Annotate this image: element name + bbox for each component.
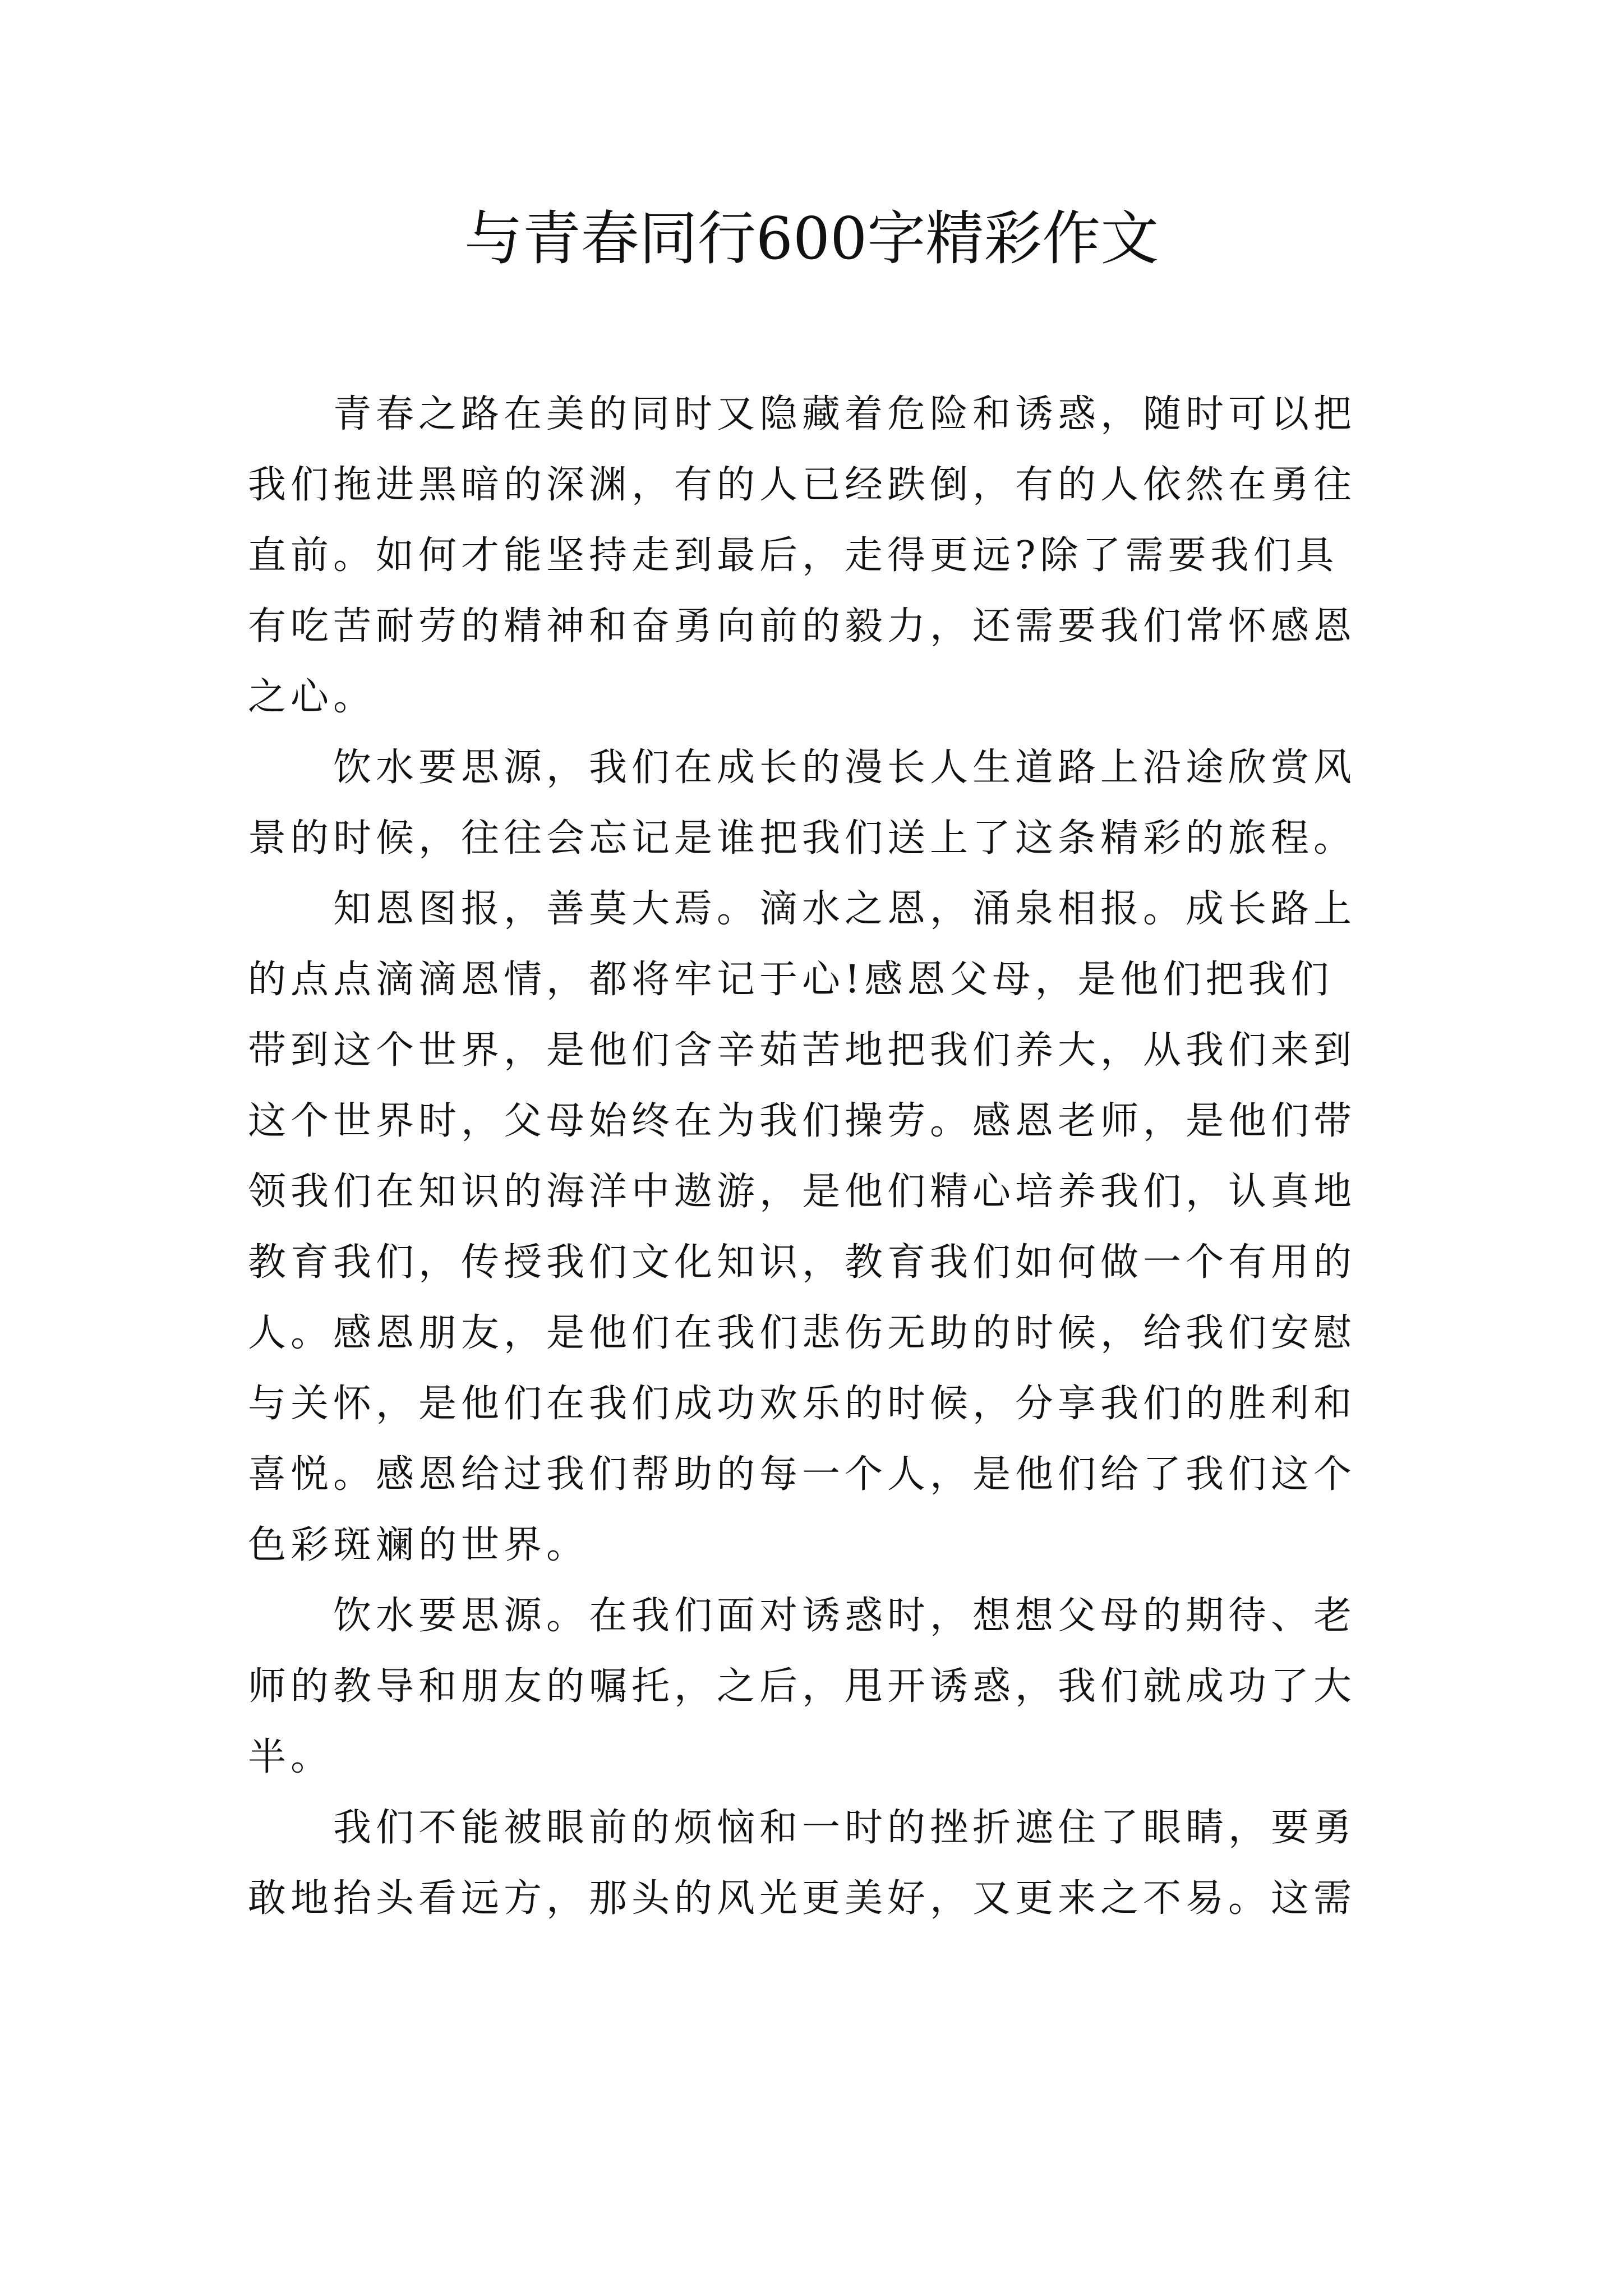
paragraph-line: 饮水要思源。在我们面对诱惑时，想想父母的期待、老 [333,1594,1357,1638]
paragraph-2 [248,733,1381,874]
paragraph-line: 这个世界时，父母始终在为我们操劳。感恩老师，是他们带 [248,1099,1357,1143]
paragraph-line: 的点点滴滴恩情，都将牢记于心!感恩父母，是他们把我们 [248,958,1334,1002]
paragraph-line: 喜悦。感恩给过我们帮助的每一个人，是他们给了我们这个 [248,1452,1357,1497]
paragraph-line: 青春之路在美的同时又隐藏着危险和诱惑，随时可以把 [333,392,1357,436]
paragraph-line: 与关怀，是他们在我们成功欢乐的时候，分享我们的胜利和 [248,1382,1357,1426]
paragraph-line: 领我们在知识的海洋中遨游，是他们精心培养我们，认真地 [248,1170,1357,1214]
paragraph-line: 直前。如何才能坚持走到最后，走得更远?除了需要我们具 [248,533,1339,578]
paragraph-line: 知恩图报，善莫大焉。滴水之恩，涌泉相报。成长路上 [333,887,1357,931]
paragraph-1 [248,379,1381,733]
paragraph-line: 之心。 [248,675,376,719]
paragraph-line: 教育我们，传授我们文化知识，教育我们如何做一个有用的 [248,1240,1357,1285]
paragraph-line: 有吃苦耐劳的精神和奋勇向前的毅力，还需要我们常怀感恩 [248,604,1357,648]
paragraph-line: 我们拖进黑暗的深渊，有的人已经跌倒，有的人依然在勇往 [248,463,1357,507]
paragraph-4 [248,1581,1381,1793]
paragraph-line: 景的时候，往往会忘记是谁把我们送上了这条精彩的旅程。 [248,816,1357,861]
paragraph-line: 敢地抬头看远方，那头的风光更美好，又更来之不易。这需 [248,1876,1357,1921]
paragraph-line: 色彩斑斓的世界。 [248,1523,589,1567]
paragraph-3 [248,874,1381,1581]
paragraph-line: 我们不能被眼前的烦恼和一时的挫折遮住了眼睛，要勇 [333,1806,1357,1850]
paragraph-line: 人。感恩朋友，是他们在我们悲伤无助的时候，给我们安慰 [248,1311,1357,1355]
paragraph-line: 带到这个世界，是他们含辛茹苦地把我们养大，从我们来到 [248,1028,1357,1073]
paragraph-line: 师的教导和朋友的嘱托，之后，甩开诱惑，我们就成功了大 [248,1664,1357,1709]
essay-body [248,379,1381,1934]
paragraph-line: 半。 [248,1735,334,1779]
paragraph-line: 饮水要思源，我们在成长的漫长人生道路上沿途欣赏风 [333,746,1357,790]
document-title: 与青春同行600字精彩作文 [464,204,1159,273]
paragraph-5 [248,1793,1381,1934]
